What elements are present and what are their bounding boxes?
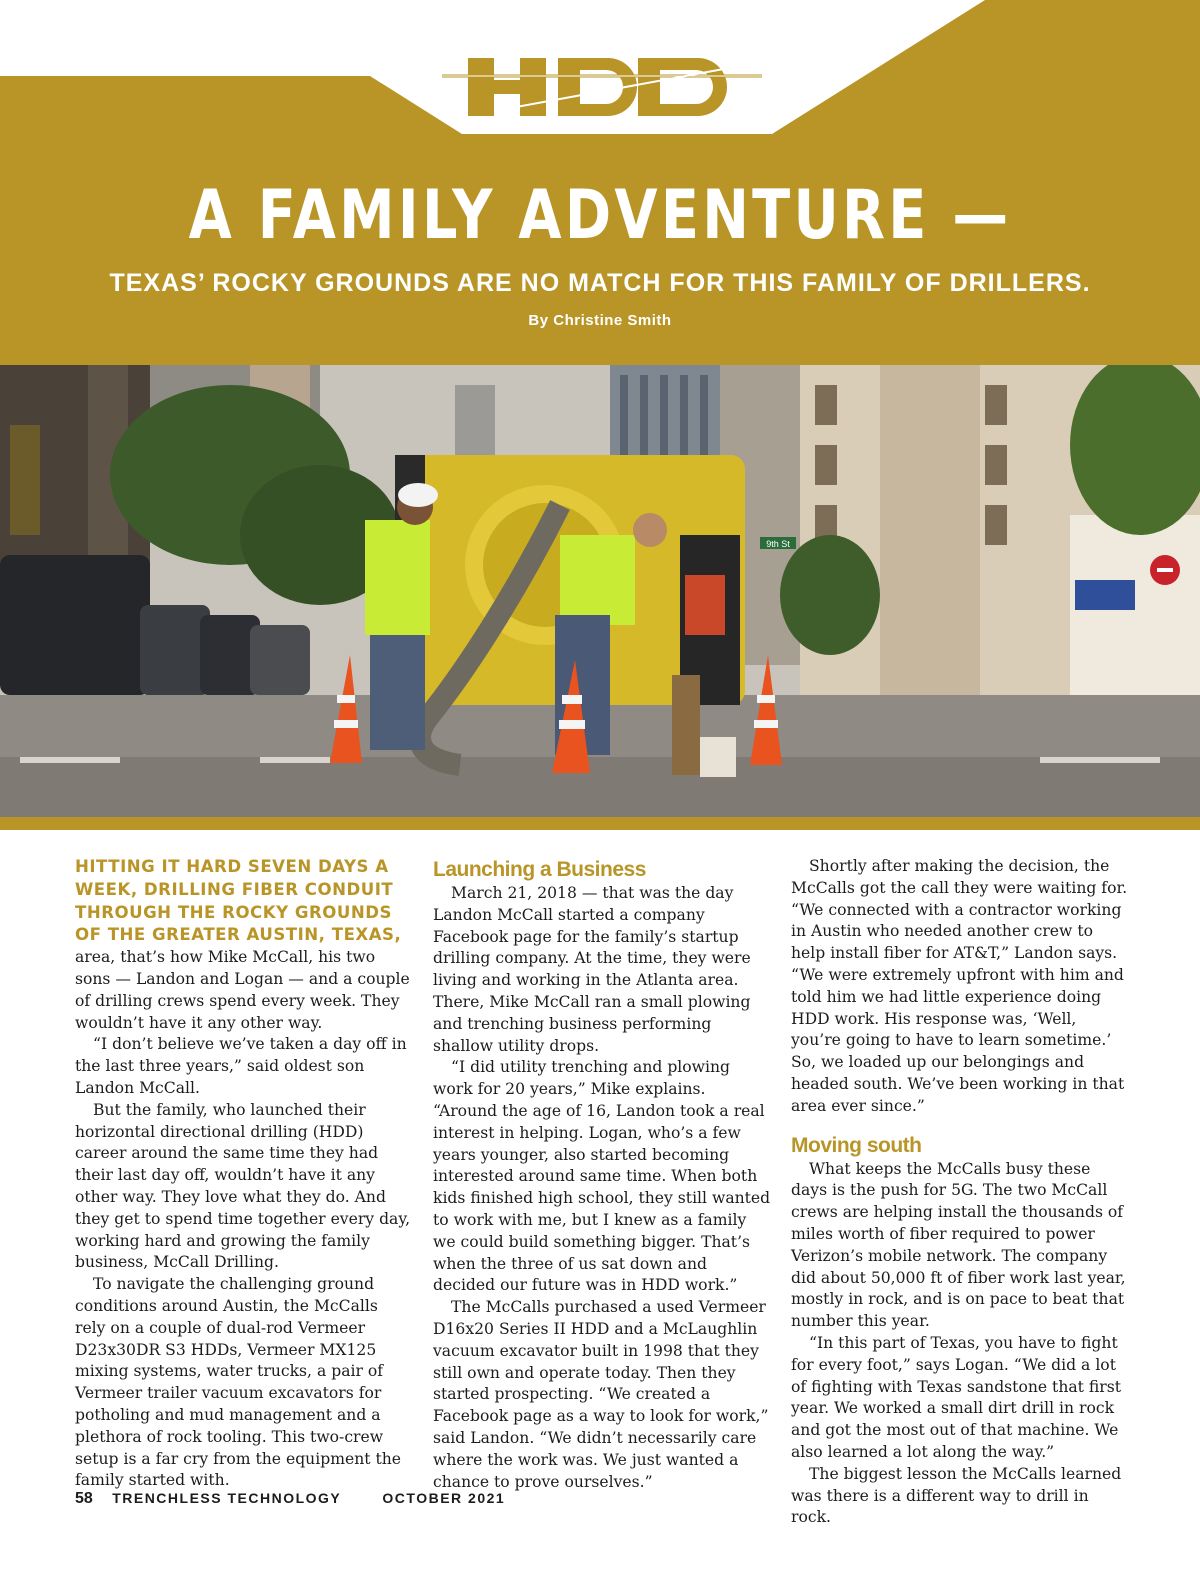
paragraph: “I did utility trenching and plowing work for 20 years,” Mike explains. “Around the age of 16, Landon took a real interest in helping. Logan, who’s a few years younger, also started becoming interested around same time. When both kids finished high school, they still wanted to work with me, but I knew as a family we could build something bigger. That’s when the three of us sat down and decided our future was in HDD work.” [433,1058,771,1295]
lead-paragraph-text: area, that’s how Mike McCall, his two sons — Landon and Logan — and a couple of drilling crews spend every week. They wouldn’t have it any other way. [75,948,410,1032]
article-subheadline: TEXAS’ ROCKY GROUNDS ARE NO MATCH FOR THIS FAMILY OF DRILLERS. [109,269,1091,297]
page-footer [75,1490,505,1508]
street-drilling-photo [0,365,1200,817]
section-heading: Moving south [791,1133,922,1157]
hero-photo [0,365,1200,817]
hdd-logo [440,52,765,122]
section-heading: Launching a Business [433,858,646,881]
title-banner [0,0,1200,365]
street-sign-label: 9th St [766,539,790,549]
paragraph: Shortly after making the decision, the McCalls got the call they were waiting for. “We connected with a contractor working in Austin who needed another crew to help install fiber for AT&T,” Landon says. “We were extremely upfront with him and told him we had little experience doing HDD work. His response was, ‘Well, you’re going to have to learn sometime.’ So, we loaded up our belongings and headed south. We’ve been working in that area ever since.” [791,857,1128,1115]
column-2 [433,856,771,1493]
publication-name: TRENCHLESS TECHNOLOGY [112,1490,341,1506]
paragraph: The McCalls purchased a used Vermeer D16x20 Series II HDD and a McLaughlin vacuum excavator built in 1998 that they still own and operate today. Then they started prospecting. “We created a Facebook page as a way to look for work,” said Landon. “We didn’t necessarily care where the work was. We just wanted a chance to prove ourselves.” [433,1298,769,1491]
column-3 [791,856,1131,1529]
paragraph: “I don’t believe we’ve taken a day off in the last three years,” said oldest son Landon McCall. [75,1035,407,1097]
page-number: 58 [75,1490,93,1507]
paragraph: March 21, 2018 — that was the day Landon McCall started a company Facebook page for the family’s startup drilling company. At the time, they were living and working in the Atlanta area. There, Mike McCall ran a small plowing and trenching business performing shallow utility drops. [433,884,751,1055]
paragraph: To navigate the challenging ground conditions around Austin, the McCalls rely on a couple of dual-rod Vermeer D23x30DR S3 HDDs, Vermeer MX125 mixing systems, water trucks, a pair of Vermeer trailer vacuum excavators for potholing and mud management and a plethora of rock tooling. This two-crew setup is a far cry from the equipment the family started with. [75,1275,402,1490]
photo-divider [0,817,1200,830]
paragraph [75,856,413,1034]
issue-date: OCTOBER 2021 [382,1490,506,1506]
paragraph: But the family, who launched their horizontal directional drilling (HDD) career around the same time they had their last day off, wouldn’t have it any other way. They love what they do. And they get to spend time together every day, working hard and growing the family business, McCall Drilling. [75,1100,411,1272]
lead-in: HITTING IT HARD SEVEN DAYS A WEEK, DRILLING FIBER CONDUIT THROUGH THE ROCKY GROUNDS OF THE GREATER AUSTIN, TEXAS, [75,857,402,945]
article-headline: A FAMILY ADVENTURE — [188,176,1012,255]
paragraph: The biggest lesson the McCalls learned was there is a different way to drill in rock. [791,1464,1122,1527]
column-1 [75,856,413,1492]
paragraph: What keeps the McCalls busy these days is the push for 5G. The two McCall crews are helping install the thousands of miles worth of fiber required to power Verizon’s mobile network. The company did about 50,000 ft of fiber work last year, mostly in rock, and is on pace to beat that number this year. [791,1159,1126,1331]
hdd-logo-graphic [440,52,765,122]
paragraph: “In this part of Texas, you have to fight for every foot,” says Logan. “We did a lot of fighting with Texas sandstone that first year. We worked a small dirt drill in rock and got the most out of that machine. We also learned a lot along the way.” [791,1333,1122,1461]
byline: By Christine Smith [528,312,672,329]
